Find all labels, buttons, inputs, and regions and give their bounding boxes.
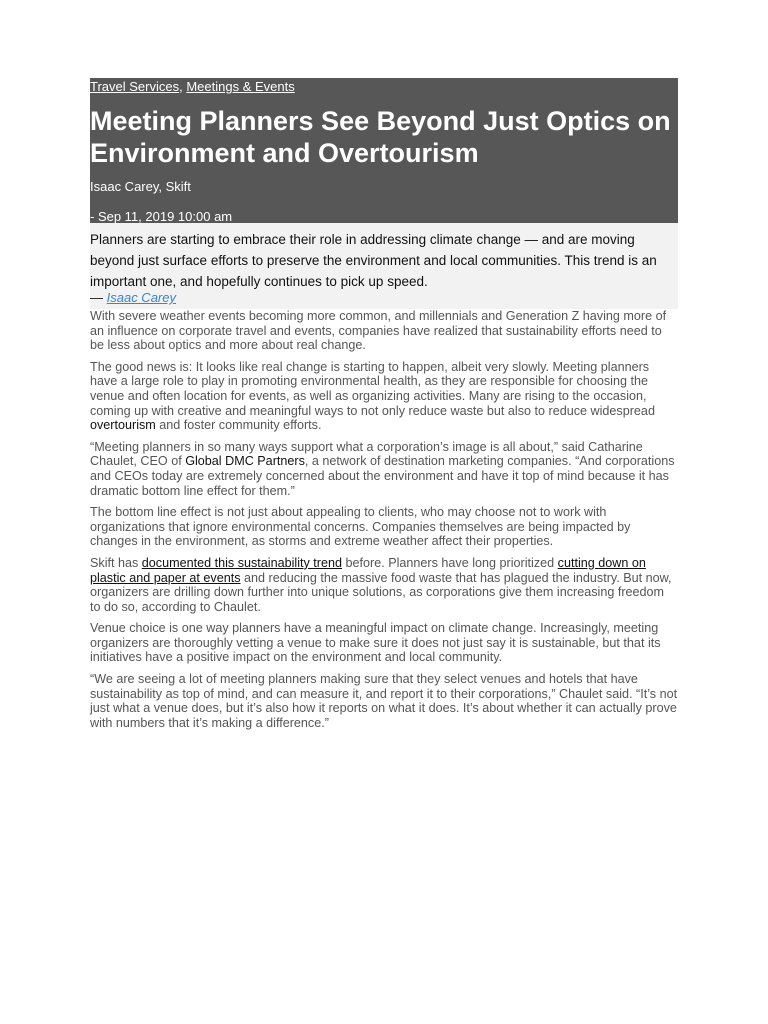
author-link[interactable]: Isaac Carey — [106, 290, 176, 305]
paragraph: Skift has documented this sustainability trend before. Planners have long prioritized cutting down on plastic and paper at events and reducing the massive food waste that has plagued the industry. But now, organizers are drilling down further into unique solutions, as corporations give them increasing freedom to do so, according to Chaulet. — [90, 555, 672, 614]
global-dmc-partners-link[interactable]: Global DMC Partners — [185, 454, 305, 469]
publish-date: - Sep 11, 2019 10:00 am — [90, 209, 233, 224]
pull-quote-text: Planners are starting to embrace their role in addressing climate change — and are moving beyond just surface efforts to preserve the environment and local communities. This trend is an important one, and hopefully continues to pick up speed. — [90, 232, 657, 289]
pull-quote-author — [90, 291, 678, 305]
article — [90, 78, 678, 737]
paragraph: With severe weather events becoming more common, and millennials and Generation Z having more of an influence on corporate travel and events, companies have realized that sustainability efforts need to be less about optics and more about real change. — [90, 309, 667, 353]
paragraph: The bottom line effect is not just about appealing to clients, who may choose not to work with organizations that ignore environmental concerns. Companies themselves are being impacted by changes in the environment, as storms and extreme weather affect their properties. — [90, 505, 631, 549]
plastic-paper-link[interactable]: cutting down on plastic and paper at events — [90, 555, 646, 585]
sustainability-trend-link[interactable]: documented this sustainability trend — [141, 555, 343, 570]
article-title: Meeting Planners See Beyond Just Optics on Environment and Overtourism — [90, 106, 671, 168]
category-meetings-events-link[interactable]: Meetings & Events — [186, 79, 295, 94]
paragraph: “We are seeing a lot of meeting planners making sure that they select venues and hotels that have sustainability as top of mind, and can measure it, and report it to their corporations,” Chaulet said. “It’s not just what a venue does, but it’s also how it reports on what it does. It’s about whether it can actually prove with numbers that it’s making a difference.” — [90, 672, 678, 730]
article-header — [90, 78, 678, 223]
overtourism-link[interactable]: overtourism — [90, 418, 156, 433]
article-body — [90, 309, 678, 730]
category-travel-services-link[interactable]: Travel Services — [90, 79, 180, 94]
byline: Isaac Carey, Skift — [90, 179, 191, 194]
paragraph: “Meeting planners in so many ways support what a corporation’s image is all about,” said Catharine Chaulet, CEO of Global DMC Partners, a network of destination marketing companies. “And corporations and CEOs today are extremely concerned about the environment and have it top of mind because it has dramatic bottom line effect for them.” — [90, 439, 675, 498]
paragraph: Venue choice is one way planners have a meaningful impact on climate change. Increasingly, meeting organizers are thoroughly vetting a venue to make sure it does not just say it is sustainable, but that its initiatives have a positive impact on the environment and local community. — [90, 621, 661, 665]
pull-quote — [90, 223, 678, 309]
paragraph: The good news is: It looks like real change is starting to happen, albeit very slowly. Meeting planners have a large role to play in promoting environmental health, as they are responsible for choosing the venue and often location for events, as well as organizing activities. Many are rising to the occasion, coming up with creative and meaningful ways to not only reduce waste but also to reduce widespread overtourism and foster community efforts. — [90, 359, 655, 433]
category-links: Travel Services, Meetings & Events — [90, 79, 295, 94]
quote-dash: — — [90, 290, 103, 305]
